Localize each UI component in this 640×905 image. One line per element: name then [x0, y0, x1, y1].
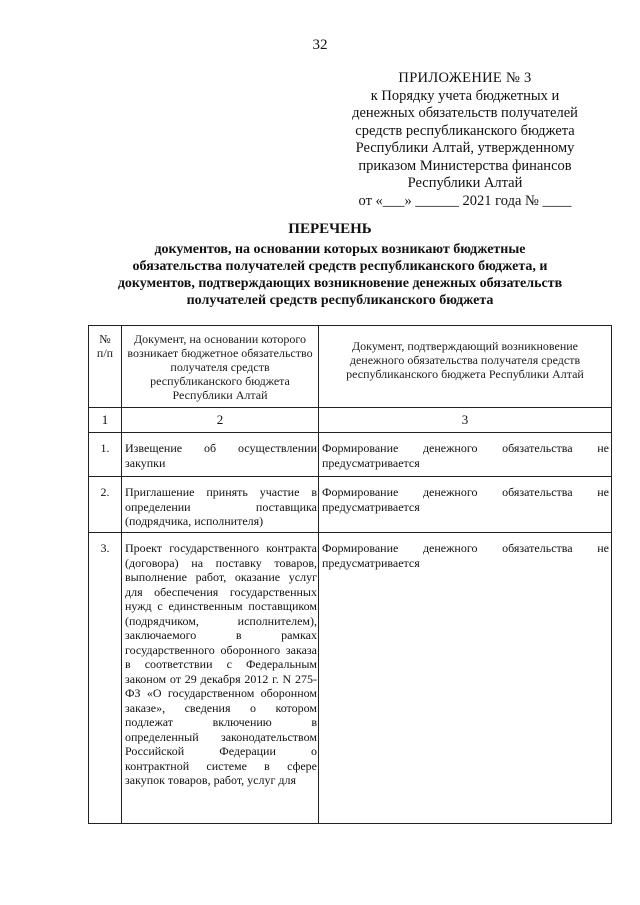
appendix-line: приказом Министерства финансов — [358, 157, 572, 174]
appendix-line: к Порядку учета бюджетных и — [370, 87, 560, 104]
table-row — [89, 477, 612, 533]
row-confirming-document: Формирование денежного обязательства не предусматривается — [319, 433, 612, 477]
appendix-line: денежных обязательств получателей — [352, 105, 578, 121]
document-subtitle — [90, 241, 590, 309]
appendix-line: Республики Алтай — [407, 175, 523, 191]
row-confirming-document: Формирование денежного обязательства не предусматривается — [319, 533, 612, 824]
row-number: 3. — [89, 533, 122, 824]
table-header-row — [89, 326, 612, 408]
subtitle-line: документов, подтверждающих возникновение денежных обязательств — [117, 276, 563, 291]
subtitle-line: обязательства получателей средств республиканского бюджета, и — [132, 259, 548, 274]
documents-table — [88, 325, 612, 824]
appendix-title: ПРИЛОЖЕНИЕ № 3 — [398, 70, 532, 86]
column-number: 1 — [89, 408, 122, 433]
header-cell-confirming-document: Документ, подтверждающий возникновение денежного обязательства получателя средств республиканского бюджета Республики Алтай — [319, 326, 612, 408]
subtitle-line: документов, на основании которых возникают бюджетные — [154, 242, 526, 257]
appendix-line: Республики Алтай, утвержденному — [355, 140, 575, 156]
page-number: 32 — [312, 37, 328, 53]
row-confirming-document: Формирование денежного обязательства не предусматривается — [319, 477, 612, 533]
table-row — [89, 433, 612, 477]
appendix-line: средств республиканского бюджета — [355, 122, 575, 139]
row-number: 1. — [89, 433, 122, 477]
header-cell-basis-document: Документ, на основании которого возникает бюджетное обязательство получателя средств республиканского бюджета Республики Алтай — [122, 326, 319, 408]
row-basis-document: Проект государственного контракта (договора) на поставку товаров, выполнение работ, оказание услуг для обеспечения государственных нужд с единственным поставщиком (подрядчиком, исполнителем), заключаемого в рамках государственного оборонного заказа в соответствии с Федеральным законом от 29 декабря 2012 г. N 275-ФЗ «О государственном оборонном заказе», сведения о котором подлежат включению в определенный законодательством Российской Федерации о контрактной системе в сфере закупок товаров, работ, услуг для — [122, 533, 319, 824]
document-title: ПЕРЕЧЕНЬ — [288, 221, 372, 237]
column-number: 3 — [319, 408, 612, 433]
appendix-date-line: от «___» ______ 2021 года № ____ — [358, 192, 572, 209]
column-number: 2 — [122, 408, 319, 433]
row-basis-document: Приглашение принять участие в определении поставщика (подрядчика, исполнителя) — [122, 477, 319, 533]
table-row — [89, 533, 612, 824]
header-cell-number: № п/п — [89, 326, 122, 408]
row-number: 2. — [89, 477, 122, 533]
appendix-block — [330, 70, 600, 210]
column-numbers-row — [89, 408, 612, 433]
row-basis-document: Извещение об осуществлении закупки — [122, 433, 319, 477]
subtitle-line: получателей средств республиканского бюджета — [186, 293, 494, 308]
